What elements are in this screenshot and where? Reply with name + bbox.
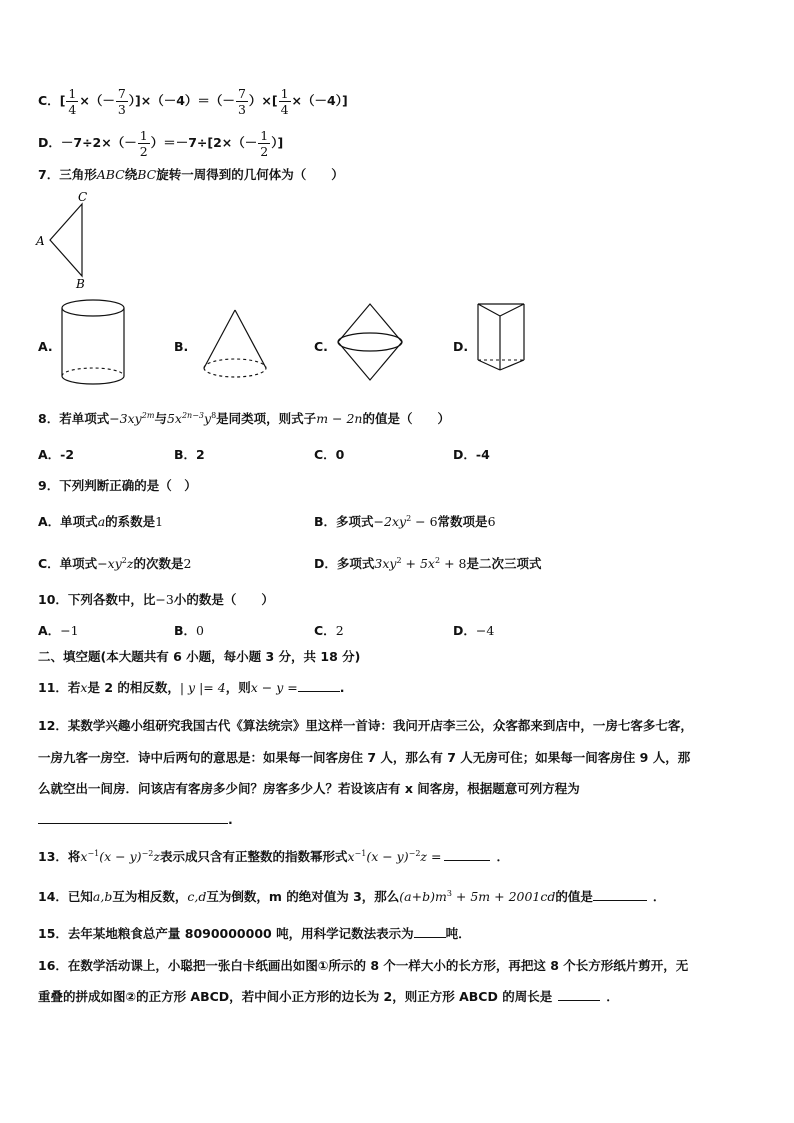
q12-line-3: 么就空出一间房．问该店有客房多少间？房客多少人？若设该店有 x 间客房，根据题意可列方程为 [38,781,580,796]
q8-option-a: A．-2 [38,447,75,462]
q13-stem: 13．将$x^{-1}(x - y)^{-2}z$表示成只含有正整数的指数幂形式$x^{-1}(x - y)^{-2}z$ = ． [38,848,509,864]
fraction-7-3: $\frac{7}{3}$ [117,86,126,117]
cylinder-icon [60,298,130,390]
q8-option-b: B．2 [174,447,205,462]
answer-blank[interactable] [298,679,340,692]
fraction-7-3: $\frac{7}{3}$ [237,86,246,117]
fraction-1-4: $\frac{1}{4}$ [280,86,289,117]
label-c: C [78,190,88,204]
q6-option-c: C．[ $\frac{1}{4}$ ×（－ $\frac{7}{3}$ ）]×（－4）＝（－ $\frac{7}{3}$ ）×[ $\frac{1}{4}$ ×（－4）] [38,86,348,117]
fraction-1-2: $\frac{1}{2}$ [260,128,269,159]
q8-option-d: D．-4 [453,447,490,462]
section-heading-fill-in: 二、填空题(本大题共有 6 小题，每小题 3 分，共 18 分) [38,649,361,664]
q8-option-c: C．0 [314,447,345,462]
q7-option-b-label: B. [174,339,189,354]
q14-stem: 14．已知a,b互为相反数，c,d互为倒数，m 的绝对值为 3，那么$(a+b)m^3 + 5m + 2001cd$的值是 ． [38,888,666,904]
q10-option-c: C．2 [314,623,344,638]
q9-option-a: A．单项式a的系数是1 [38,514,164,529]
q7-stem: 7．三角形ABC绕BC旋转一周得到的几何体为（ ） [38,167,344,182]
q9-stem: 9．下列判断正确的是（ ） [38,478,197,493]
triangle-abc-figure [34,190,94,290]
q9-option-c: C．单项式$-xy^2z$的次数是2 [38,555,192,571]
double-cone-icon [336,302,406,382]
q9-option-d: D．多项式$3xy^2 + 5x^2 + 8$是二次三项式 [314,555,542,571]
q10-option-d: D．−4 [453,623,495,638]
q12-line-2: 一房九客一房空．诗中后两句的意思是：如果每一间客房住 7 人，那么有 7 人无房可住；如果每一间客房住 9 人，那 [38,750,691,765]
q8-stem: 8．若单项式$-3xy^{2m}$与$5x^{2n-3}y^8$是同类项，则式子m − 2n的值是（ ） [38,410,450,426]
q10-option-a: A．−1 [38,623,79,638]
q10-option-b: B．0 [174,623,204,638]
q12-line-1: 12．某数学兴趣小组研究我国古代《算法统宗》里这样一首诗：我问开店李三公，众客都来到店中，一房七客多七客， [38,718,693,733]
answer-blank[interactable] [38,811,228,824]
q16-line-2: 重叠的拼成如图②的正方形 ABCD，若中间小正方形的边长为 2，则正方形 ABCD 的周长是 ． [38,989,619,1004]
cone-icon [202,308,270,382]
q12-answer-line: . [38,811,233,829]
answer-blank[interactable] [414,925,446,938]
q16-line-1: 16．在数学活动课上，小聪把一张白卡纸画出如图①所示的 8 个一样大小的长方形，再把这 8 个长方形纸片剪开，无 [38,958,689,973]
q7-option-c-label: C. [314,339,328,354]
q15-stem: 15．去年某地粮食总产量 8090000000 吨，用科学记数法表示为 吨． [38,926,471,941]
label-b: B [76,277,85,291]
label-a: A [36,234,45,248]
q7-option-d-label: D. [453,339,469,354]
answer-blank[interactable] [444,848,490,861]
q11-stem: 11．若x是 2 的相反数，| y |= 4，则x − y = . [38,680,345,695]
answer-blank[interactable] [593,888,647,901]
fraction-1-4: $\frac{1}{4}$ [68,86,77,117]
fraction-1-2: $\frac{1}{2}$ [139,128,148,159]
answer-blank[interactable] [558,988,600,1001]
q6-option-d: D．－7÷2×（－ $\frac{1}{2}$ ）＝－7÷[2×（－ $\frac{1}{2}$ ）] [38,128,284,159]
triangular-prism-icon [476,302,532,374]
q10-stem: 10．下列各数中，比−3小的数是（ ） [38,592,274,607]
q9-option-b: B．多项式$-2xy^2 - 6$常数项是6 [314,513,496,529]
q7-option-a-label: A. [38,339,53,354]
